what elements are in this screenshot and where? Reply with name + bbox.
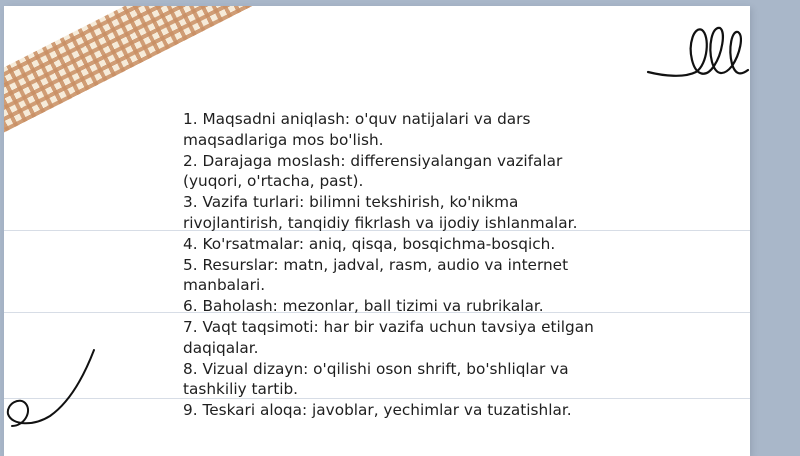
list-item-line: (yuqori, o'rtacha, past).: [183, 172, 364, 191]
list-item: [183, 192, 653, 234]
list-item-line: daqiqalar.: [183, 338, 259, 357]
list-item-line: 7. Vaqt taqsimoti: har bir vazifa uchun tavsiya etilgan: [183, 317, 594, 336]
curl-scribble-icon: [4, 346, 104, 436]
list-item-line: 3. Vazifa turlari: bilimni tekshirish, ko'nikma: [183, 193, 519, 212]
list-item-line: 2. Darajaga moslash: differensiyalangan vazifalar: [183, 151, 563, 170]
list-item-line: 9. Teskari aloqa: javoblar, yechimlar va tuzatishlar.: [183, 401, 572, 420]
list-item-line: 8. Vizual dizayn: o'qilishi oson shrift, bo'shliqlar va: [183, 359, 569, 378]
list-item-line: 5. Resurslar: matn, jadval, rasm, audio va internet: [183, 255, 569, 274]
list-item: [183, 400, 653, 421]
list-item: [183, 317, 653, 359]
list-item: [183, 359, 653, 401]
list-item-line: 4. Ko'rsatmalar: aniq, qisqa, bosqichma-bosqich.: [183, 234, 556, 253]
note-paper: [4, 6, 750, 456]
list-item: [183, 296, 653, 317]
list-item: [183, 255, 653, 297]
list-item-line: manbalari.: [183, 276, 266, 295]
list-item: [183, 234, 653, 255]
loopy-scribble-icon: [644, 14, 750, 92]
list-item: [183, 109, 653, 151]
list-item-line: tashkiliy tartib.: [183, 380, 299, 399]
list-item-line: rivojlantirish, tanqidiy fikrlash va ijodiy ishlanmalar.: [183, 213, 578, 232]
list-item-line: maqsadlariga mos bo'lish.: [183, 130, 384, 149]
list-item-line: 6. Baholash: mezonlar, ball tizimi va rubrikalar.: [183, 297, 544, 316]
checklist: [183, 109, 653, 421]
list-item: [183, 151, 653, 193]
list-item-line: 1. Maqsadni aniqlash: o'quv natijalari va dars: [183, 110, 531, 128]
